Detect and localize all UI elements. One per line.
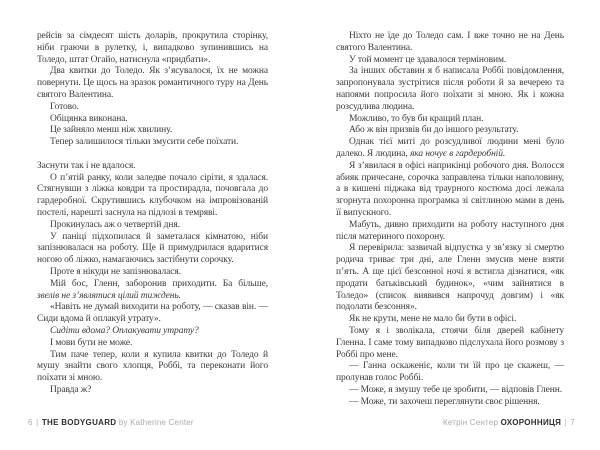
left-page-footer xyxy=(28,418,194,427)
text-run: Правда ж? xyxy=(50,384,92,395)
paragraph xyxy=(336,137,564,161)
text-run: Прокинулась аж о четвертій дня. xyxy=(50,219,180,230)
text-run: звелів не з’являтися цілий тиждень. xyxy=(37,290,181,301)
text-run: Заснути так і не вдалося. xyxy=(37,160,136,171)
text-run: — Може, ти захочеш переглянути своє рішення. xyxy=(349,396,540,407)
text-run: Проте я нікуди не запізнювалася. xyxy=(50,266,181,277)
paragraph xyxy=(37,102,268,114)
paragraph xyxy=(336,220,564,244)
footer-separator: | xyxy=(36,418,39,427)
paragraph xyxy=(37,66,268,101)
paragraph xyxy=(37,173,268,220)
text-run: яка ночує в гардеробній. xyxy=(409,148,506,159)
paragraph xyxy=(37,31,268,66)
book-author: Кетрін Сентер xyxy=(443,418,499,427)
text-run: І мови бути не може. xyxy=(50,337,133,348)
text-run: Або ж він призвів би до іншого результату. xyxy=(349,125,519,136)
text-run: У той момент це здавалося терміновим. xyxy=(349,54,507,65)
right-page-number: 7 xyxy=(570,418,575,427)
text-run: рейсів за сімдесят шість доларів, прокрутила сторінку, ніби граючи в рулетку, і, випадково зупинившись на Толедо, штат Огайо, натиснула «придбати». xyxy=(37,31,268,65)
text-run: О п’ятій ранку, коли заледве почало сіріти, я здалася. Стягнувши з ліжка ковдри та простирадла, почовгала до гардеробної. Скрутившись клубочком на імпровізованій постелі, нарешті заснула на підлозі в темряві. xyxy=(37,172,268,218)
paragraph xyxy=(37,350,268,385)
text-run: Готово. xyxy=(50,101,79,112)
left-page-number: 6 xyxy=(28,418,33,427)
text-run: Тепер залишилося тільки змусити себе поїхати. xyxy=(50,137,239,148)
text-run: Мій бос, Гленн, заборонив приходити. Ба більше, xyxy=(50,278,268,289)
text-run: Два квитки до Толедо. Як з’ясувалося, їх не можна повернути. Це щось на зразок романтичного туру на День святого Валентина. xyxy=(37,66,268,100)
text-run: Однак тієї миті до розсудливої людини мені було далеко. Я людина, xyxy=(336,137,564,159)
text-run: У паніці підхопилася й заметалася кімнатою, ніби запізнювалася на роботу. Ще й примудрилася вдаритися ногою об ліжко, намагаючись застібнути сорочку. xyxy=(37,231,268,266)
text-run: Тим паче тепер, коли я купила квитки до Толедо й мушу знайти свого хлопця, Роббі, та переконати його поїхати зі мною. xyxy=(37,349,268,384)
text-run: «Навіть не думай виходити на роботу, — сказав він. — Сиди вдома й оплакуй утрату». xyxy=(37,302,268,325)
paragraph xyxy=(336,161,564,220)
book-title-english: THE BODYGUARD xyxy=(41,418,117,427)
text-run: — Ганна оскаженіє, коли ти їй про це скажеш, — пролунав голос Роббі. xyxy=(336,361,564,384)
text-run: Я з’явилася в офісі наприкінці робочого дня. Волосся абияк причесане, сорочка заправлена тільки наполовину, а в кишені піджака від траурного костюма досі лежала згорнута похоронна програмка зі світлиною мами в день її випускного. xyxy=(336,160,564,218)
paragraph xyxy=(37,302,268,326)
paragraph xyxy=(336,55,564,67)
text-run: — Може, я змушу тебе це зробити, — відповів Гленн. xyxy=(349,384,562,395)
right-page xyxy=(300,0,600,450)
paragraph xyxy=(37,326,268,338)
paragraph xyxy=(336,385,564,397)
paragraph xyxy=(37,114,268,126)
paragraph xyxy=(37,125,268,137)
text-run: Я перевірила: зазвичай відпустка у зв’язку зі смертю родича триває три дні, але Гленн змусив мене взяти п’ять. А ще цієї безсонної ночі я встигла дізнатися, «як продати батьківський будинок», «чим зайнятися в Толедо» (список виявився напрочуд довгим) і «як подолати безсоння». xyxy=(336,243,564,313)
right-page-footer xyxy=(443,418,575,427)
left-page-text xyxy=(37,31,268,397)
text-run: Як не крути, мене не мало би бути в офісі. xyxy=(349,314,517,325)
paragraph xyxy=(37,161,268,173)
text-run: Можливо, то був би кращий план. xyxy=(349,113,484,124)
text-run: За інших обставин я б написала Роббі повідомлення, запропонувала зустрітися після роботи й за вечерею та напоями попросила його поїхати зі мною. Як і кожна розсудлива людина. xyxy=(336,66,564,112)
paragraph xyxy=(336,66,564,113)
paragraph xyxy=(336,326,564,361)
text-run: Мабуть, дивно приходити на роботу наступного дня після материного похорону. xyxy=(336,219,564,242)
paragraph xyxy=(37,385,268,397)
text-run: Обіцянка виконана. xyxy=(50,113,128,124)
book-title-ukrainian: ОХОРОННИЦЯ xyxy=(500,418,562,427)
text-run: Сидіти вдома? Оплакувати утрату? xyxy=(50,325,199,336)
footer-separator: | xyxy=(564,418,567,427)
paragraph xyxy=(336,361,564,385)
paragraph xyxy=(336,397,564,409)
paragraph xyxy=(37,267,268,279)
text-run: Це зайняло менш ніж хвилину. xyxy=(50,125,173,136)
text-run: Тому я і зволікала, стоячи біля дверей кабінету Гленна. І саме тому випадково підслухала його розмову з Роббі про мене. xyxy=(336,325,564,360)
right-page-text xyxy=(336,31,564,409)
book-byline: by Katherine Center xyxy=(118,418,194,427)
paragraph xyxy=(336,114,564,126)
paragraph xyxy=(37,137,268,149)
text-run: Ніхто не їде до Толедо сам. І вже точно не на День святого Валентина. xyxy=(336,31,564,53)
paragraph xyxy=(37,279,268,303)
paragraph xyxy=(37,220,268,232)
paragraph xyxy=(37,338,268,350)
paragraph xyxy=(336,31,564,55)
paragraph xyxy=(336,125,564,137)
paragraph xyxy=(37,232,268,267)
paragraph xyxy=(336,314,564,326)
paragraph xyxy=(336,243,564,314)
